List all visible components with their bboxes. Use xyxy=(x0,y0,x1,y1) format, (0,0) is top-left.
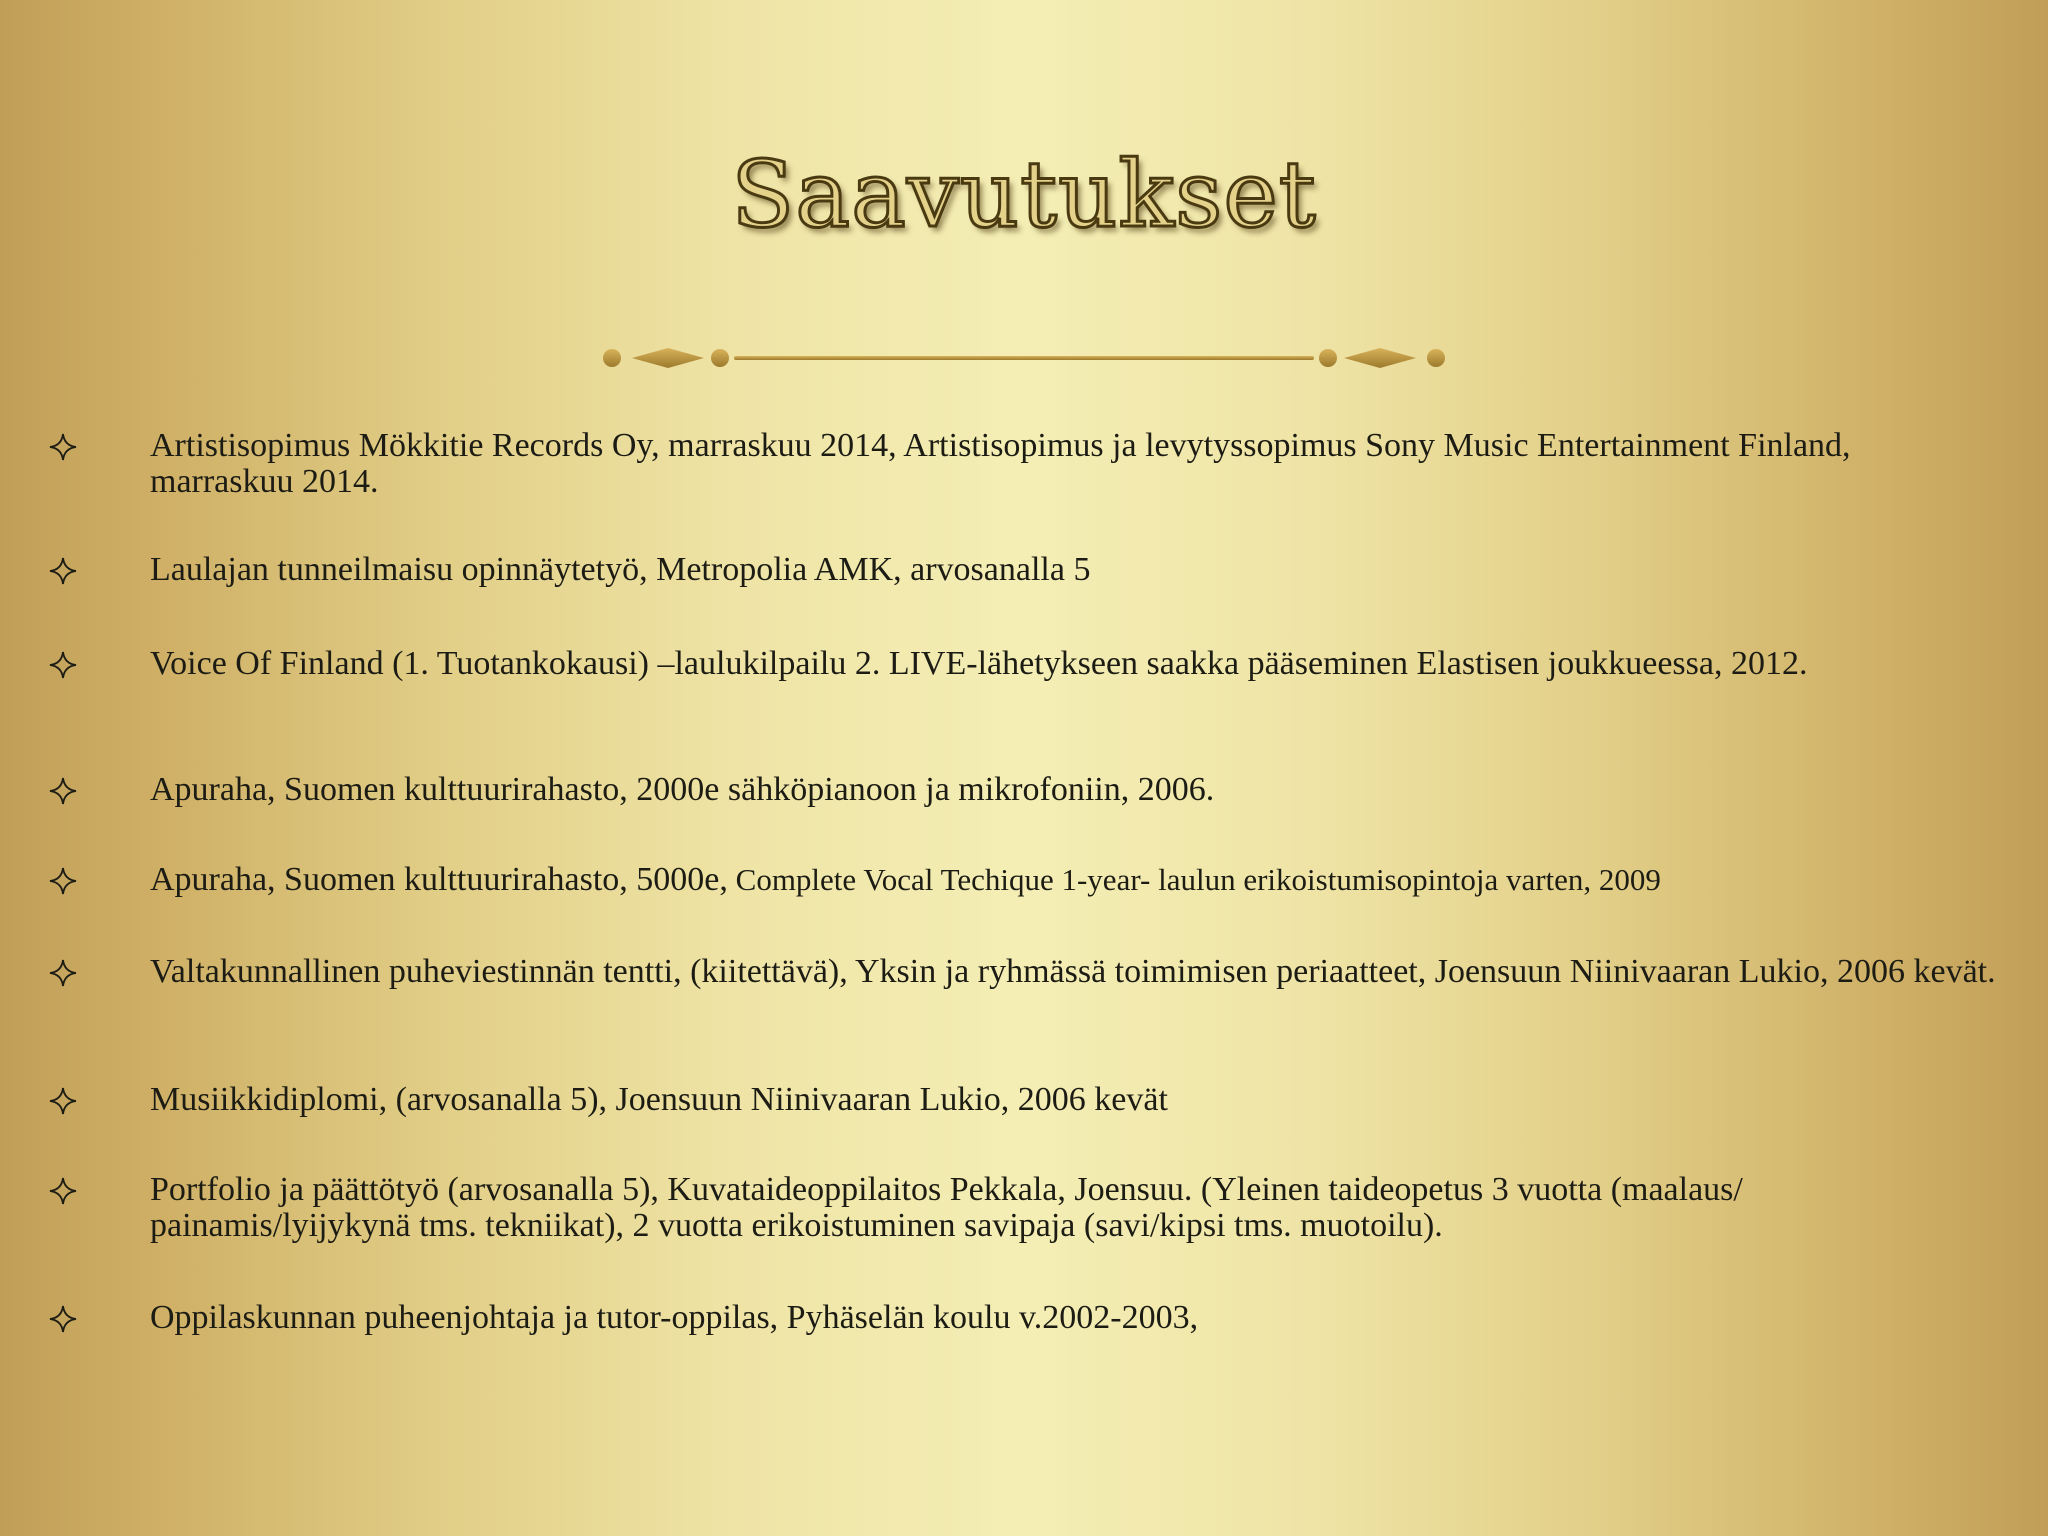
list-item-text-small: Complete Vocal Techique 1-year- laulun erikoistumisopintoja varten, 2009 xyxy=(727,862,1661,897)
four-point-star-icon xyxy=(48,866,78,896)
slide-title: Saavutukset xyxy=(731,141,1317,248)
four-point-star-icon xyxy=(48,432,78,462)
list-item-text: Oppilaskunnan puheenjohtaja ja tutor-oppilas, Pyhäselän koulu v.2002-2003, xyxy=(150,1299,1199,1336)
list-item-text: Laulajan tunneilmaisu opinnäytetyö, Metropolia AMK, arvosanalla 5 xyxy=(150,551,1091,588)
list-item-text: Valtakunnallinen puheviestinnän tentti, (kiitettävä), Yksin ja ryhmässä toimimisen periaatteet, Joensuun Niinivaaran Lukio, 2006 kevät. xyxy=(150,953,1996,990)
four-point-star-icon xyxy=(48,1304,78,1334)
list-item-text-main: Apuraha, Suomen kulttuurirahasto, 5000e, xyxy=(150,861,728,898)
four-point-star-icon xyxy=(48,1086,78,1116)
four-point-star-icon xyxy=(48,1176,78,1206)
list-item-text: Voice Of Finland (1. Tuotankokausi) –laulukilpailu 2. LIVE-lähetykseen saakka pääseminen Elastisen joukkueessa, 2012. xyxy=(150,645,1808,682)
four-point-star-icon xyxy=(48,958,78,988)
four-point-star-icon xyxy=(48,650,78,680)
four-point-star-icon xyxy=(48,556,78,586)
list-item-text: Apuraha, Suomen kulttuurirahasto, 2000e sähköpianoon ja mikrofoniin, 2006. xyxy=(150,771,1215,808)
list-item-text: Artistisopimus Mökkitie Records Oy, marraskuu 2014, Artistisopimus ja levytyssopimus Sony Music Entertainment Finland, marraskuu 2014. xyxy=(150,427,1851,500)
four-point-star-icon xyxy=(48,776,78,806)
list-item-text: Portfolio ja päättötyö (arvosanalla 5), Kuvataideoppilaitos Pekkala, Joensuu. (Yleinen taideopetus 3 vuotta (maalaus/ painamis/lyijykynä tms. tekniikat), 2 vuotta erikoistuminen savipaja (savi/kipsi tms. muotoilu). xyxy=(150,1171,1743,1244)
list-item-text: Musiikkidiplomi, (arvosanalla 5), Joensuun Niinivaaran Lukio, 2006 kevät xyxy=(150,1081,1168,1118)
list-item-text xyxy=(150,862,2000,898)
ornament-divider xyxy=(596,340,1452,376)
